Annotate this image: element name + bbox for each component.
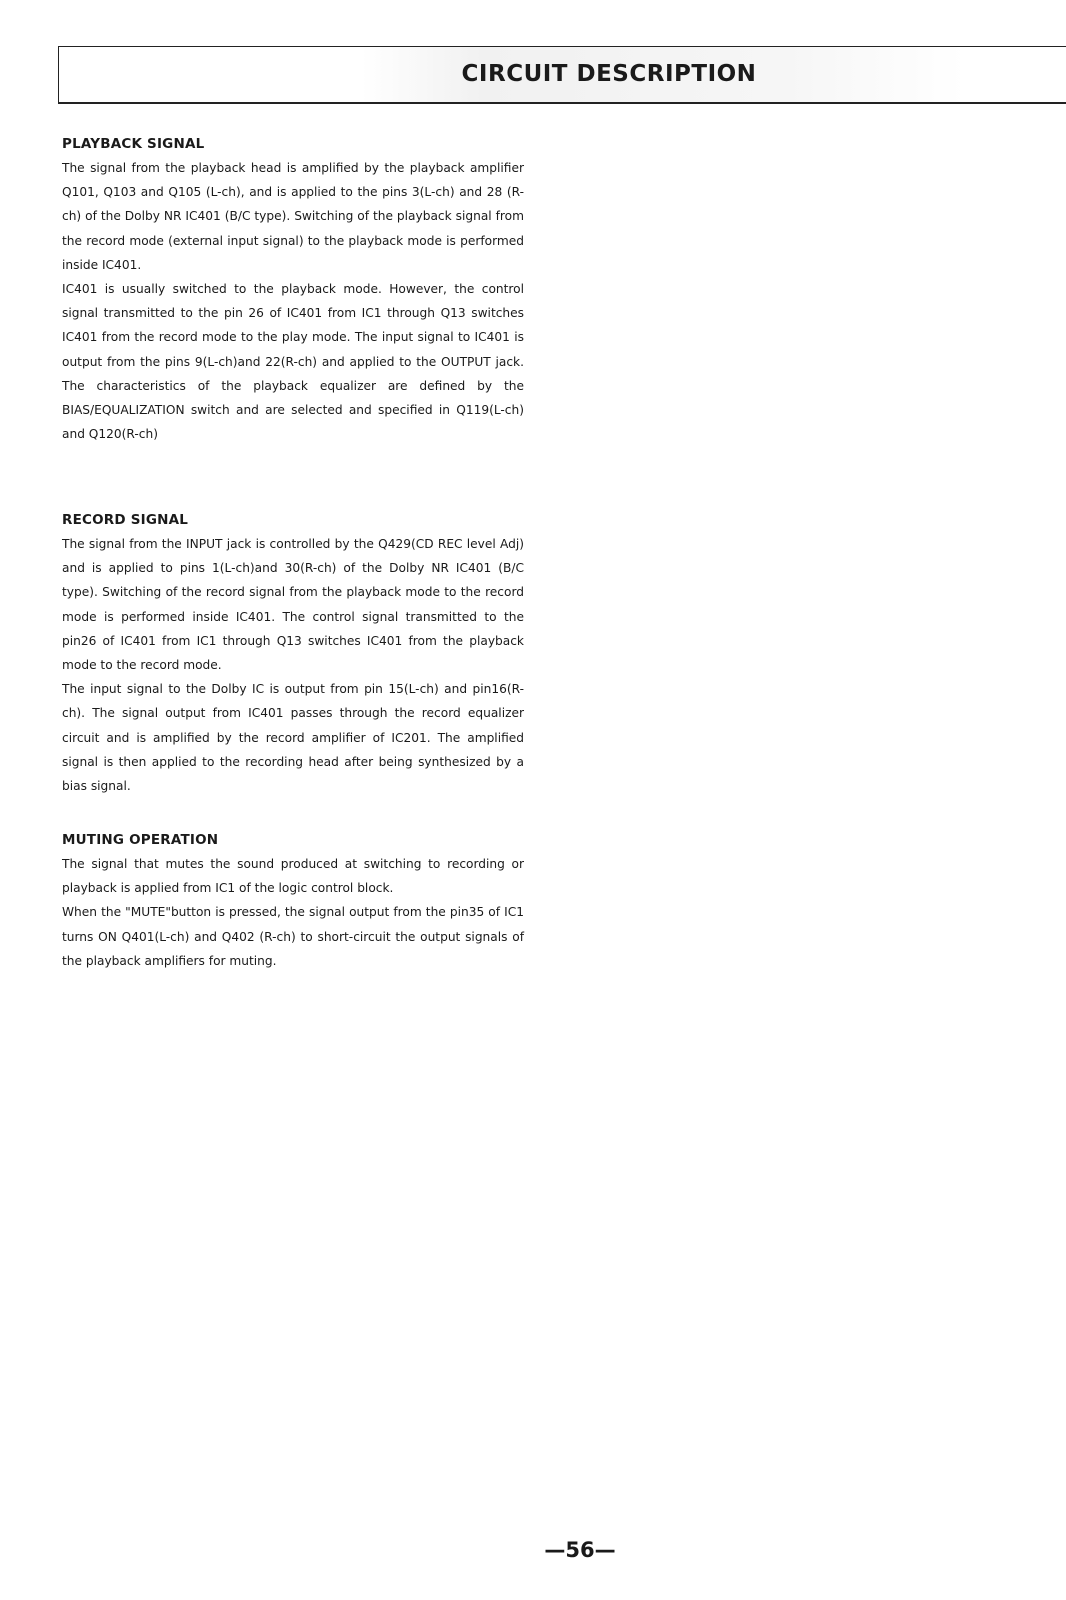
section-muting-operation bbox=[62, 832, 524, 973]
header-box bbox=[58, 46, 1066, 104]
section-playback-signal bbox=[62, 136, 524, 446]
paragraph: IC401 is usually switched to the playback mode. However, the control signal transmitted to the pin 26 of IC401 from IC1 through Q13 switches IC401 from the record mode to the play mode. The input signal to IC401 is output from the pins 9(L-ch)and 22(R-ch) and applied to the OUTPUT jack. The characteristics of the playback equalizer are defined by the BIAS/EQUALIZATION switch and are selected and specified in Q119(L-ch) and Q120(R-ch) bbox=[62, 282, 524, 442]
section-title: RECORD SIGNAL bbox=[62, 512, 189, 528]
section-title: MUTING OPERATION bbox=[62, 832, 219, 848]
paragraph: The input signal to the Dolby IC is output from pin 15(L-ch) and pin16(R-ch). The signal output from IC401 passes through the record equalizer circuit and is amplified by the record amplifier of IC201. The amplified signal is then applied to the recording head after being synthesized by a bias signal. bbox=[62, 682, 524, 794]
page-number: —56— bbox=[544, 1538, 616, 1562]
paragraph: The signal that mutes the sound produced at switching to recording or playback is applied from IC1 of the logic control block. bbox=[62, 857, 524, 896]
paragraph: The signal from the INPUT jack is controlled by the Q429(CD REC level Adj) and is applied to pins 1(L-ch)and 30(R-ch) of the Dolby NR IC401 (B/C type). Switching of the record signal from the playback mode to the record mode is performed inside IC401. The control signal transmitted to the pin26 of IC401 from IC1 through Q13 switches IC401 from the playback mode to the record mode. bbox=[62, 537, 524, 673]
page-title: CIRCUIT DESCRIPTION bbox=[461, 61, 757, 87]
section-record-signal bbox=[62, 512, 524, 798]
section-title: PLAYBACK SIGNAL bbox=[62, 136, 205, 152]
paragraph: When the "MUTE"button is pressed, the signal output from the pin35 of IC1 turns ON Q401(L-ch) and Q402 (R-ch) to short-circuit the output signals of the playback amplifiers for muting. bbox=[62, 905, 524, 968]
paragraph: The signal from the playback head is amplified by the playback amplifier Q101, Q103 and Q105 (L-ch), and is applied to the pins 3(L-ch) and 28 (R-ch) of the Dolby NR IC401 (B/C type). Switching of the playback signal from the record mode (external input signal) to the playback mode is performed inside IC401. bbox=[62, 161, 524, 272]
